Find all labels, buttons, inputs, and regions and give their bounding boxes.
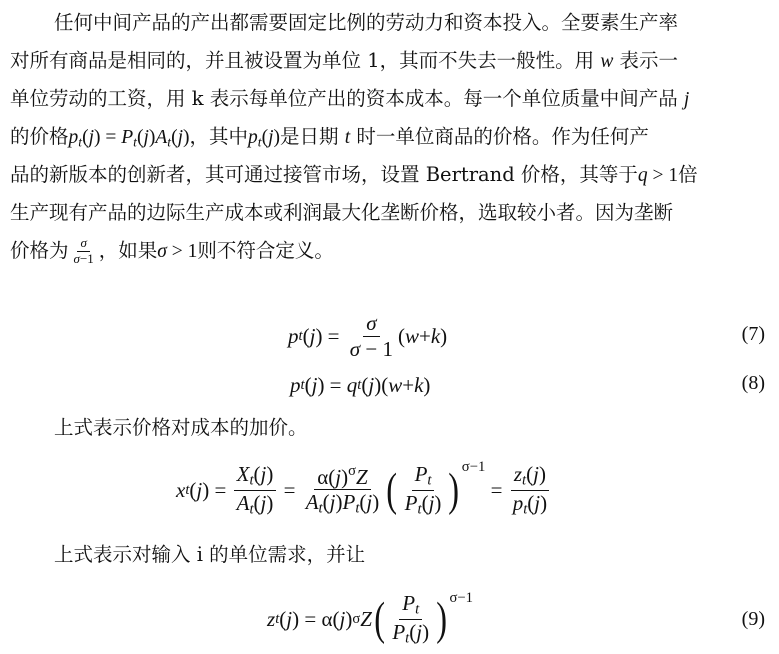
equation-9: z t ( j ) = α( j ) σ Z ( $\frac{P_t}{P_t(j)}$ ) σ−1 (9) [267,590,765,647]
para-line-5: 品的新版本的创新者，其可通过接管市场，设置 Bertrand 价格，其等于q > 1倍 [10,163,698,186]
markup-text: 上式表示价格对成本的加价。 [54,416,308,439]
para-line-7: 价格为 $\frac{\sigma}{\sigma-1}$ ，如果σ > 1则不符合定义。 [10,235,334,266]
equation-7: p t ( j ) = $\frac{\sigma}{\sigma - 1}$ ( w + k ) (7) [288,311,765,361]
price-formula-inline: $p_t(j) = P_t(j)A_t(j)$ [68,127,190,150]
equation-7-number: (7) [741,323,765,345]
equation-demand: x t ( j ) = $\frac{X_t(j)}{A_t(j)}$ = $\frac{\alpha(j)^\sigma Z}{A_t(j)P_t(j)}$ ( $\frac{P_t}{P_t(j)}$ ) σ−1 = $\frac{z_t(j)}{p_t(j)}$ [176,459,548,518]
equation-9-number: (9) [741,608,765,630]
equation-8-number: (8) [741,372,765,394]
para-line-2: 对所有商品是相同的，并且被设置为单位 1，其而不失去一般性。用 w 表示一 [10,49,679,72]
intro-paragraph [10,4,770,270]
para-line-4: 的价格$p_t(j) = P_t(j)A_t(j)$，其中$p_t(j)$是日期 t 时一单位商品的价格。作为任何产 [10,125,649,150]
para-line-1: 任何中间产品的产出都需要固定比例的劳动力和资本投入。全要素生产率 [54,11,679,34]
para-line-6: 生产现有产品的边际生产成本或利润最大化垄断价格，选取较小者。因为垄断 [10,201,674,224]
para-line-3: 单位劳动的工资，用 k 表示每单位产出的资本成本。每一个单位质量中间产品 j [10,87,690,110]
unit-demand-text: 上式表示对输入 i 的单位需求，并让 [54,543,366,566]
monopoly-price-fraction: $\frac{\sigma}{\sigma-1}$ [73,235,94,266]
equation-8: p t ( j ) = q t ( j )( w + k ) (8) [290,372,765,397]
